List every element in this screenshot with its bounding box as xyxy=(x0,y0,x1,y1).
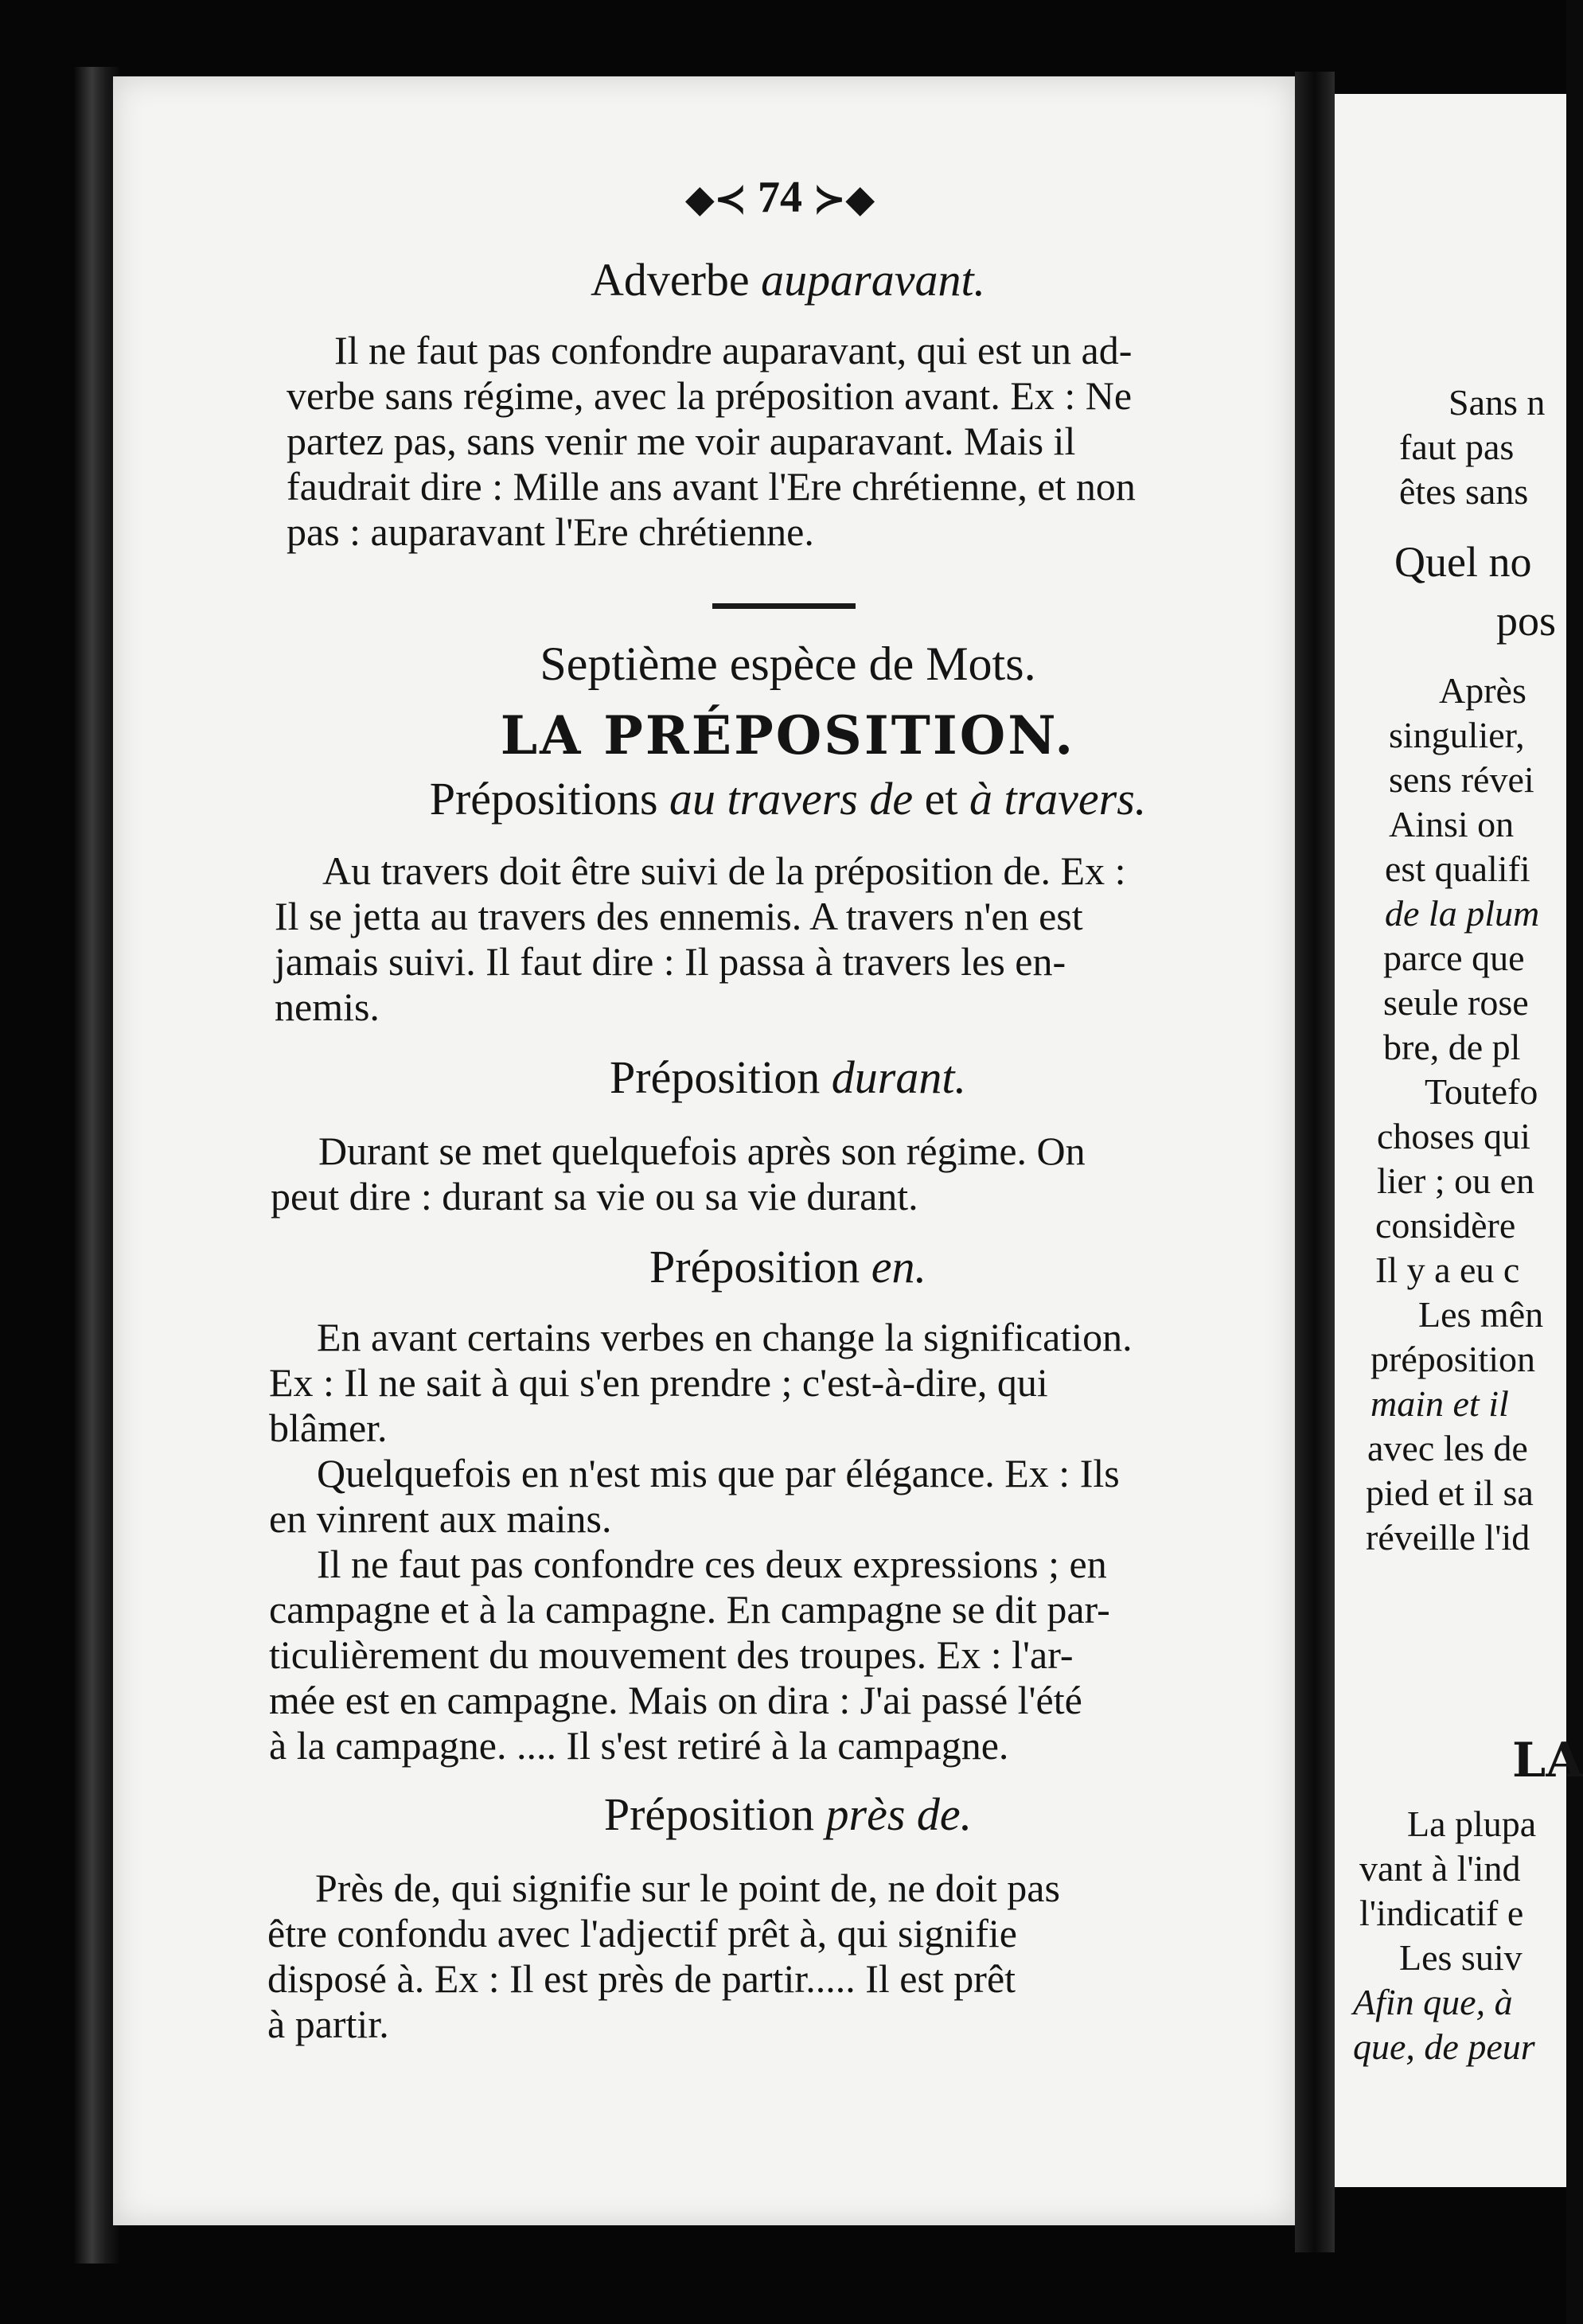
right-text-line: seule rose xyxy=(1383,982,1529,1023)
right-heading-line: LA xyxy=(1512,1733,1583,1788)
text-line: blâmer. xyxy=(269,1406,388,1450)
text-line: être confondu avec l'adjectif prêt à, qui signifie xyxy=(267,1911,1017,1956)
text-line: Au travers doit être suivi de la préposition de. Ex : xyxy=(322,848,1126,893)
paragraph-au-travers xyxy=(275,848,1281,1030)
text-line: ticulièrement du mouvement des troupes. Ex : l'ar- xyxy=(269,1632,1074,1677)
right-heading-line: pos xyxy=(1496,597,1557,645)
section-heading-en: Préposition en. xyxy=(649,1241,926,1293)
text-line: campagne et à la campagne. En campagne se dit par- xyxy=(269,1587,1110,1632)
text-line: faudrait dire : Mille ans avant l'Ere chrétienne, et non xyxy=(287,464,1136,509)
right-text-line: Toutefo xyxy=(1425,1071,1538,1112)
right-text-line: main et il xyxy=(1371,1383,1509,1424)
page-number-value: 74 xyxy=(758,173,802,222)
right-text-line: préposition xyxy=(1371,1339,1535,1379)
right-text-line: Sans n xyxy=(1448,382,1546,423)
right-text-line: parce que xyxy=(1383,938,1525,978)
right-text-line: que, de peur xyxy=(1353,2026,1535,2067)
right-text-line: vant à l'ind xyxy=(1359,1848,1521,1889)
right-text-line: réveille l'id xyxy=(1366,1517,1530,1558)
section-heading-auparavant: Adverbe auparavant. xyxy=(590,254,986,306)
page-number xyxy=(684,172,875,223)
right-text-line: choses qui xyxy=(1377,1116,1530,1156)
paragraph-pres-de xyxy=(267,1866,1277,2047)
paragraph-durant xyxy=(271,1129,1280,1219)
right-text-line: l'indicatif e xyxy=(1359,1893,1524,1933)
right-text-line: lier ; ou en xyxy=(1377,1160,1534,1201)
text-line: disposé à. Ex : Il est près de partir..... Il est prêt xyxy=(267,1956,1016,2001)
right-text-line: considère xyxy=(1375,1205,1516,1246)
section-heading-au-travers: Prépositions au travers de et à travers. xyxy=(429,773,1147,825)
text-line: en vinrent aux mains. xyxy=(269,1496,612,1541)
right-text-line: bre, de pl xyxy=(1383,1027,1521,1067)
text-line: mée est en campagne. Mais on dira : J'ai passé l'été xyxy=(269,1678,1082,1722)
chapter-title: Septième espèce de Mots. xyxy=(540,638,1036,690)
right-heading-line: Quel no xyxy=(1394,538,1532,586)
section-divider xyxy=(712,603,856,609)
text-line: verbe sans régime, avec la préposition avant. Ex : Ne xyxy=(287,373,1133,418)
right-text-line: faut pas xyxy=(1399,427,1515,467)
right-text-line: La plupa xyxy=(1407,1803,1537,1844)
text-line: partez pas, sans venir me voir auparavant. Mais il xyxy=(287,419,1076,463)
right-text-line: Il y a eu c xyxy=(1375,1250,1520,1290)
text-line: à partir. xyxy=(267,2002,389,2046)
section-heading-durant: Préposition durant. xyxy=(610,1051,966,1103)
text-line: Il ne faut pas confondre auparavant, qui est un ad- xyxy=(334,328,1133,372)
chapter-name: LA PRÉPOSITION. xyxy=(500,704,1076,766)
text-line: Quelquefois en n'est mis que par élégance. Ex : Ils xyxy=(317,1451,1120,1495)
right-text-line: Les mên xyxy=(1418,1294,1544,1335)
right-text-line: Les suiv xyxy=(1399,1937,1523,1978)
right-text-line: êtes sans xyxy=(1399,471,1529,512)
text-line: jamais suivi. Il faut dire : Il passa à travers les en- xyxy=(275,939,1066,984)
right-text-line: est qualifi xyxy=(1385,848,1530,889)
paragraph-en xyxy=(269,1315,1278,1768)
right-text-line: Après xyxy=(1439,670,1526,711)
text-line: à la campagne. .... Il s'est retiré à la campagne. xyxy=(269,1723,1009,1768)
right-text-line: Ainsi on xyxy=(1389,804,1515,844)
right-text-line: pied et il sa xyxy=(1366,1472,1534,1513)
ornament-left-icon: ◆≺ xyxy=(684,178,747,220)
text-line: Il ne faut pas confondre ces deux expressions ; en xyxy=(317,1542,1107,1586)
right-text-line: de la plum xyxy=(1385,893,1540,934)
paragraph-auparavant xyxy=(287,328,1289,555)
page-gutter xyxy=(1295,72,1335,2252)
text-line: En avant certains verbes en change la signification. xyxy=(317,1315,1133,1359)
ornament-right-icon: ≻◆ xyxy=(813,178,875,220)
text-line: Il se jetta au travers des ennemis. A travers n'en est xyxy=(275,894,1083,938)
text-line: nemis. xyxy=(275,985,380,1029)
text-line: peut dire : durant sa vie ou sa vie durant. xyxy=(271,1174,918,1219)
right-text-line: avec les de xyxy=(1367,1428,1528,1468)
text-line: Durant se met quelquefois après son régime. On xyxy=(318,1129,1086,1173)
right-text-line: Afin que, à xyxy=(1353,1982,1513,2022)
right-text-line: singulier, xyxy=(1389,715,1525,755)
text-line: Près de, qui signifie sur le point de, ne doit pas xyxy=(315,1866,1060,1910)
section-heading-pres-de: Préposition près de. xyxy=(603,1788,973,1840)
text-line: pas : auparavant l'Ere chrétienne. xyxy=(287,509,814,554)
text-line: Ex : Il ne sait à qui s'en prendre ; c'est-à-dire, qui xyxy=(269,1360,1048,1405)
right-text-line: sens révei xyxy=(1389,759,1534,800)
